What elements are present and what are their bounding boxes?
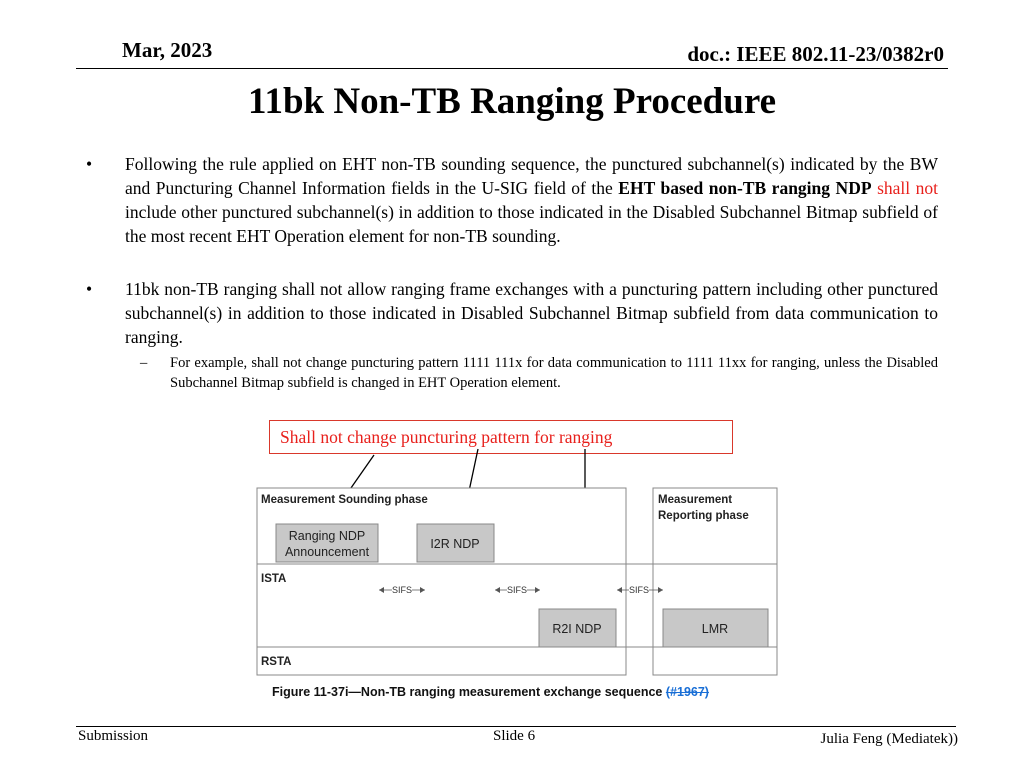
sounding-phase-label: Measurement Sounding phase [261, 494, 428, 506]
reporting-phase-label-1: Measurement [658, 494, 733, 506]
ista-label: ISTA [261, 573, 287, 585]
header-date: Mar, 2023 [122, 38, 213, 62]
sifs-label: SIFS [506, 585, 528, 595]
callout-box: Shall not change puncturing pattern for ranging [269, 420, 733, 454]
sub-bullet-marker: – [140, 355, 148, 371]
bullet-text-part1: Following the rule applied on EHT non-TB sounding sequence, the punctured subchannel(s) indicated by the BW and Puncturing Channel Information fields in the U-SIG field of the [125, 154, 938, 198]
r2i-ndp-label: R2I NDP [552, 622, 602, 636]
sub-bullet-text: For example, shall not change puncturing pattern 1111 111x for data communication to 1111 11xx for ranging, unless the Disabled Subchannel Bitmap subfield is changed in EHT Operation element. [170, 355, 938, 391]
reporting-phase-label-2: Reporting phase [658, 510, 749, 522]
bullet-marker: • [86, 154, 93, 174]
ranging-sequence-diagram [255, 486, 780, 680]
caption-text: Figure 11-37i—Non-TB ranging measurement exchange sequence [272, 685, 666, 699]
announcement-label-1: Ranging NDP [288, 529, 366, 543]
sifs-label: SIFS [391, 585, 413, 595]
figure-caption [272, 685, 709, 699]
rsta-label: RSTA [261, 656, 292, 668]
slide-title: 11bk Non-TB Ranging Procedure [247, 81, 777, 122]
caption-ref: (#1967) [665, 685, 709, 699]
i2r-ndp-label: I2R NDP [430, 537, 480, 551]
sifs-label: SIFS [628, 585, 650, 595]
bullet-text-bold: EHT based non-TB ranging NDP [618, 178, 872, 198]
bullet-marker: • [86, 279, 93, 299]
bullet-text: 11bk non-TB ranging shall not allow ranging frame exchanges with a puncturing pattern including other punctured subchannel(s) in addition to those indicated in Disabled Subchannel Bitmap subfield from data communication to ranging. [125, 279, 938, 347]
footer-submission: Submission [78, 728, 149, 744]
lmr-label: LMR [701, 622, 729, 636]
footer-divider [76, 726, 956, 727]
footer-author: Julia Feng (Mediatek)) [820, 731, 958, 747]
bullet-text-part2: include other punctured subchannel(s) in addition to those indicated in the Disabled Subchannel Bitmap subfield of the most recent EHT Operation element for non-TB sounding. [125, 202, 938, 246]
bullet-text-red: shall not [877, 178, 938, 198]
announcement-label-2: Announcement [284, 545, 370, 559]
footer-slide-number: Slide 6 [493, 728, 536, 744]
header-doc-id: doc.: IEEE 802.11-23/0382r0 [687, 42, 944, 66]
